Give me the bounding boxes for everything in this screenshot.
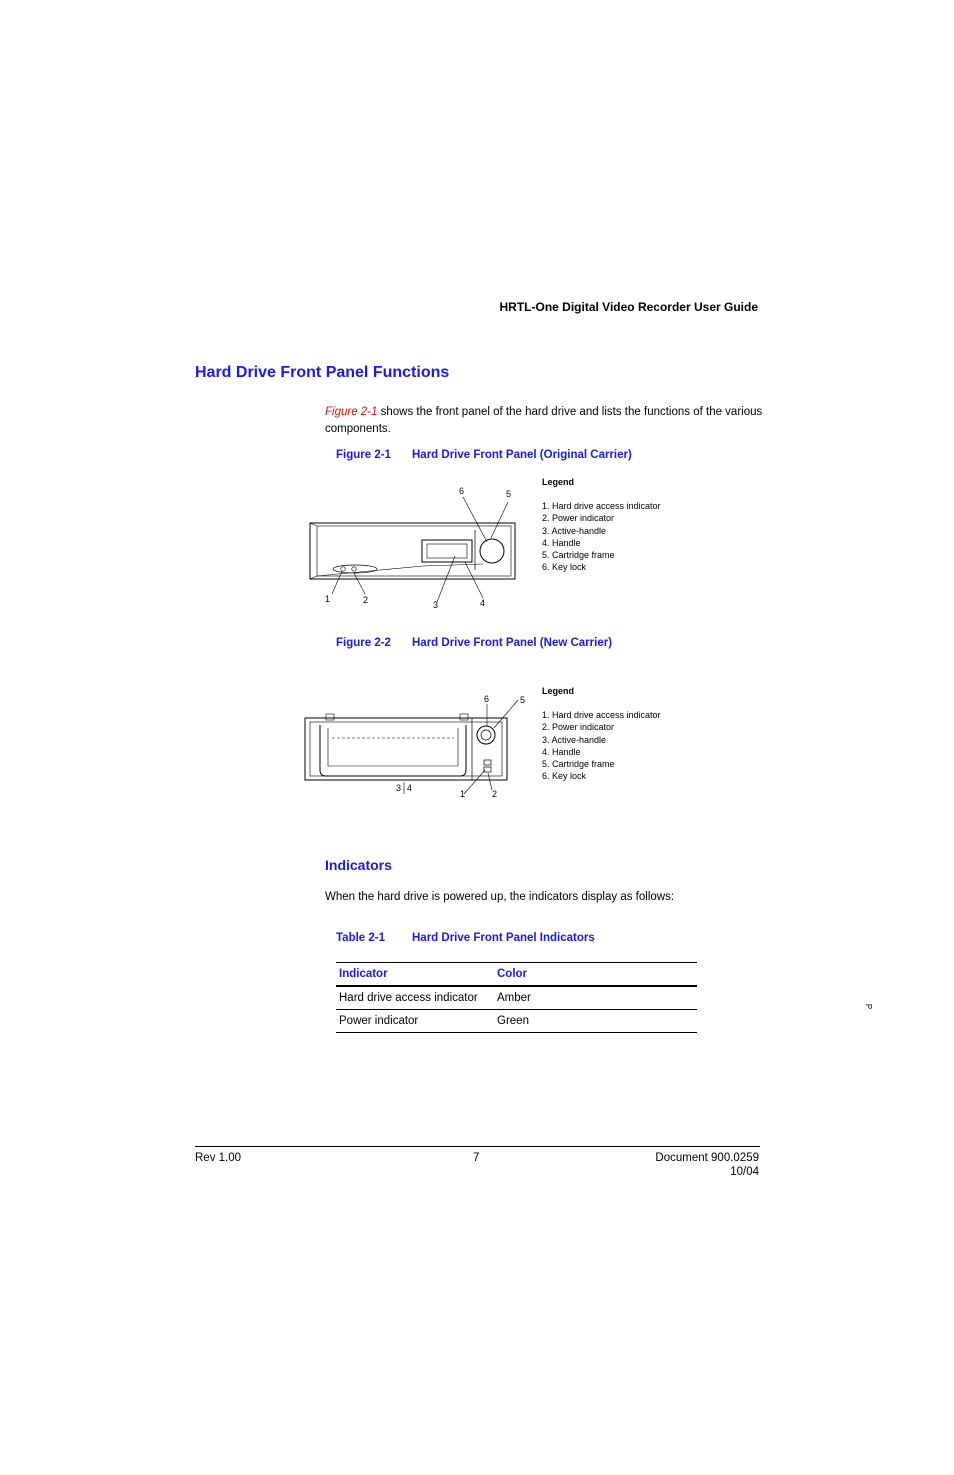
figure-2-callout-5: 5 — [520, 695, 526, 705]
figure-1-caption — [336, 449, 632, 461]
footer-date: 10/04 — [730, 1166, 759, 1178]
figure-2-legend-heading: Legend — [542, 686, 575, 696]
figure-2-callout-6: 6 — [484, 694, 490, 704]
indicators-paragraph: When the hard drive is powered up, the indicators display as follows: — [325, 891, 675, 903]
handle-outline — [422, 540, 472, 562]
figure-2-legend — [542, 685, 661, 782]
figure-2-callout-1: 1 — [460, 789, 466, 799]
margin-mark: P — [864, 1003, 874, 1010]
legend-item: 4. Handle — [542, 537, 581, 548]
figure-1-legend-heading: Legend — [542, 477, 575, 487]
table-cell: Power indicator — [336, 1010, 494, 1033]
figure-1-callout-2: 2 — [363, 595, 369, 605]
table-number: Table 2-1 — [336, 932, 385, 944]
key-lock-outline — [480, 539, 504, 563]
figure-2-number: Figure 2-2 — [336, 637, 391, 649]
figure-2-callout-2: 2 — [492, 789, 498, 799]
footer-divider — [195, 1146, 760, 1147]
intro-text: shows the front panel of the hard drive and lists the functions of the various components. — [325, 406, 763, 435]
figure-1-callout-1: 1 — [325, 594, 331, 604]
cartridge-frame-outline — [305, 718, 507, 780]
figure-2-title: Hard Drive Front Panel (New Carrier) — [412, 637, 613, 649]
legend-item: 5. Cartridge frame — [542, 759, 615, 770]
section-title: Hard Drive Front Panel Functions — [195, 364, 450, 381]
figure-2-callout-4: 4 — [407, 783, 413, 793]
footer-document-number: Document 900.0259 — [655, 1152, 759, 1164]
footer-page-number: 7 — [473, 1152, 480, 1164]
footer-revision: Rev 1.00 — [195, 1152, 242, 1164]
running-header: HRTL-One Digital Video Recorder User Guide — [499, 300, 758, 314]
indicator-leds — [333, 565, 377, 573]
legend-item: 1. Hard drive access indicator — [542, 501, 661, 512]
key-lock-outline — [477, 726, 495, 744]
cartridge-frame-outline — [310, 523, 515, 579]
legend-item: 3. Active-handle — [542, 525, 607, 536]
column-header-indicator: Indicator — [336, 963, 494, 987]
legend-item: 1. Hard drive access indicator — [542, 710, 661, 721]
table-cell: Hard drive access indicator — [336, 986, 494, 1010]
figure-1-callout-3: 3 — [433, 600, 439, 610]
table-cell: Amber — [494, 986, 697, 1010]
table-cell: Green — [494, 1010, 697, 1033]
legend-item: 6. Key lock — [542, 771, 587, 782]
column-header-color: Color — [494, 963, 697, 987]
legend-item: 6. Key lock — [542, 562, 587, 573]
indicator-led — [484, 767, 491, 772]
indicators-table — [336, 962, 697, 1033]
figure-1-number: Figure 2-1 — [336, 449, 391, 461]
legend-item: 4. Handle — [542, 746, 581, 757]
indicator-led — [484, 760, 491, 765]
legend-item: 2. Power indicator — [542, 722, 615, 733]
table-title: Hard Drive Front Panel Indicators — [412, 932, 595, 944]
legend-item: 2. Power indicator — [542, 513, 615, 524]
table-row — [336, 1010, 697, 1033]
figure-1-drawing — [305, 480, 535, 620]
indicators-heading: Indicators — [325, 857, 392, 873]
figure-2-caption — [336, 637, 612, 649]
figure-2-callout-3: 3 — [396, 783, 402, 793]
legend-item: 3. Active-handle — [542, 734, 607, 745]
figure-reference-link[interactable]: Figure 2-1 — [325, 406, 378, 418]
figure-1-callout-5: 5 — [506, 489, 512, 499]
handle-outline — [320, 725, 466, 776]
figure-1-title: Hard Drive Front Panel (Original Carrier) — [412, 449, 632, 461]
table-header-row — [336, 963, 697, 987]
figure-2-drawing — [300, 690, 530, 802]
figure-1-callout-6: 6 — [459, 486, 465, 496]
figure-1-callout-4: 4 — [480, 598, 486, 608]
table-row — [336, 986, 697, 1010]
figure-1-legend — [542, 476, 661, 573]
legend-item: 5. Cartridge frame — [542, 550, 615, 561]
intro-paragraph — [325, 404, 765, 437]
table-caption — [336, 932, 595, 944]
